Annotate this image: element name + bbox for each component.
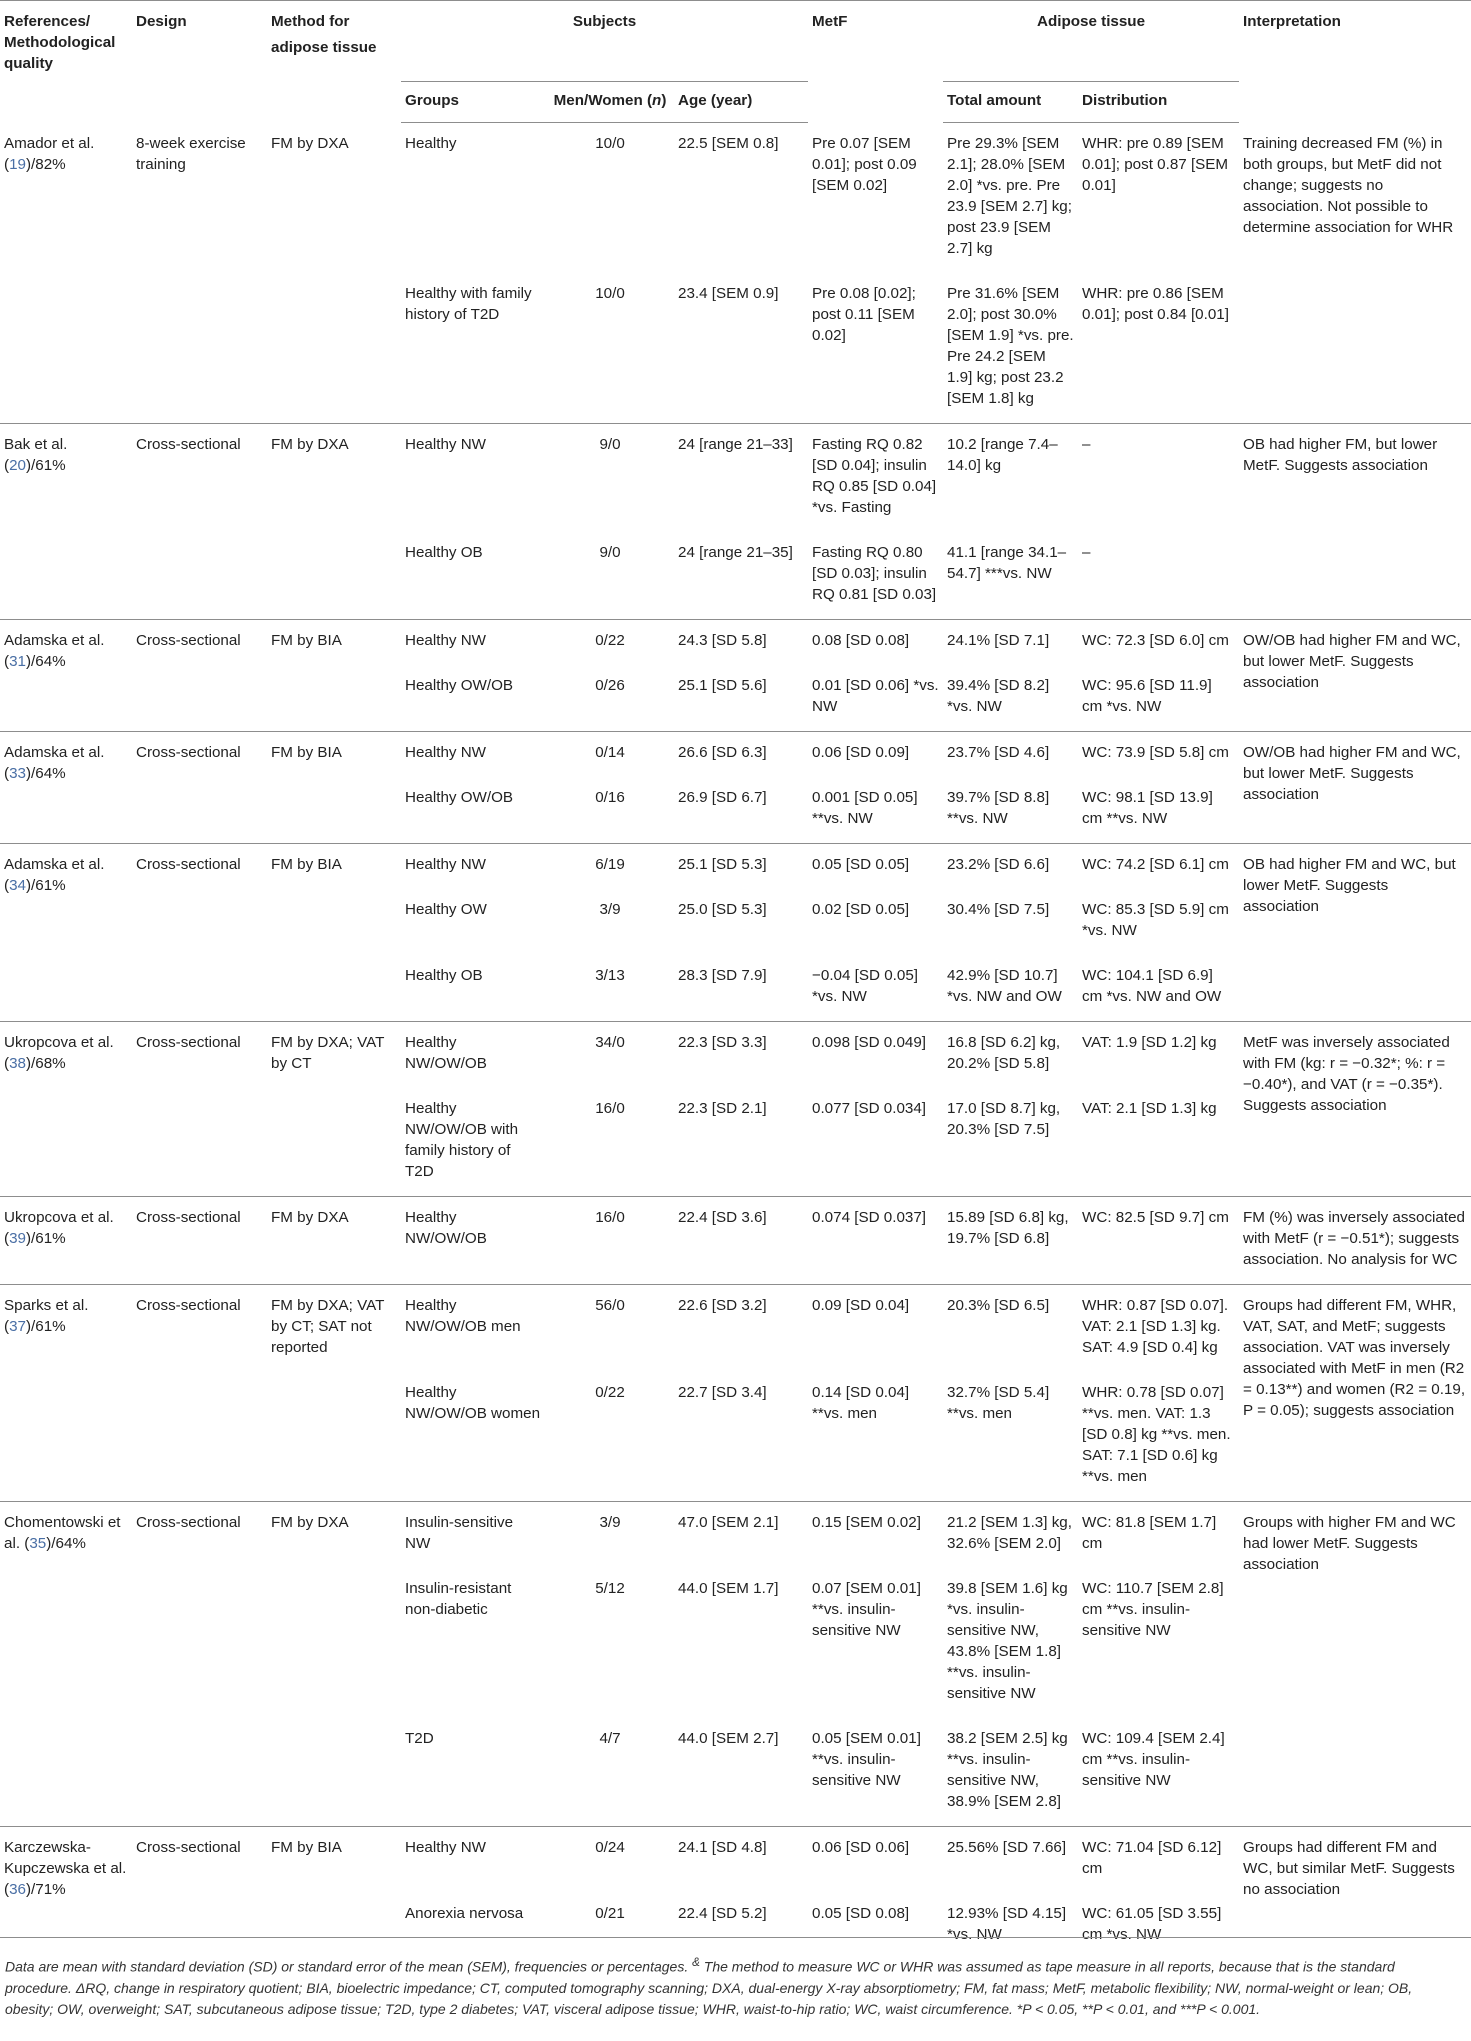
age-cell: 25.0 [SD 5.3]: [678, 901, 767, 918]
distribution-cell: WHR: 0.87 [SD 0.07]. VAT: 2.1 [SD 1.3] kg. SAT: 4.9 [SD 0.4] kg: [1078, 1285, 1239, 1373]
metf-cell: 0.074 [SD 0.037]: [808, 1197, 943, 1285]
distribution-cell: WC: 110.7 [SEM 2.8] cm **vs. insulin-sensitive NW: [1082, 1580, 1224, 1639]
total-amount-cell: Pre 29.3% [SEM 2.1]; 28.0% [SEM 2.0] *vs. pre. Pre 23.9 [SEM 2.7] kg; post 23.9 [SEM 2.7] kg: [947, 135, 1072, 257]
age-cell: 23.4 [SEM 0.9]: [678, 285, 779, 302]
men-women-cell: 9/0: [546, 424, 674, 533]
reference-quality: /71%: [31, 1881, 66, 1898]
group-cell: Healthy NW: [401, 1827, 546, 1894]
distribution-cell: –: [1078, 424, 1239, 533]
total-amount-cell: 16.8 [SD 6.2] kg, 20.2% [SD 5.8]: [943, 1022, 1078, 1089]
header-distribution: Distribution: [1078, 82, 1239, 123]
study-reference: Amador et al. (19)/82%: [4, 134, 95, 173]
reference-quality: /64%: [31, 653, 66, 670]
study-reference: Sparks et al. (37)/61%: [0, 1285, 132, 1502]
total-amount-cell: 24.1% [SD 7.1]: [943, 620, 1078, 666]
group-cell: T2D: [405, 1730, 434, 1747]
total-amount-cell: 39.7% [SD 8.8] **vs. NW: [947, 789, 1050, 827]
age-cell: 22.4 [SD 3.6]: [674, 1197, 808, 1285]
group-cell: Healthy NW/OW/OB men: [401, 1285, 546, 1373]
study-design: Cross-sectional: [132, 1285, 267, 1502]
men-women-cell: 0/22: [546, 620, 674, 666]
table-row: [0, 1502, 1471, 1569]
study-reference: Adamska et al. (34)/61%: [0, 844, 132, 1022]
group-cell: Healthy NW: [401, 732, 546, 778]
reference-link[interactable]: 35: [29, 1535, 47, 1552]
study-method: FM by DXA: [271, 134, 349, 152]
total-amount-cell: 42.9% [SD 10.7] *vs. NW and OW: [947, 967, 1062, 1005]
total-amount-cell: 10.2 [range 7.4–14.0] kg: [943, 424, 1078, 533]
table-footnote: [5, 1952, 1455, 2020]
distribution-cell: WC: 109.4 [SEM 2.4] cm **vs. insulin-sensitive NW: [1082, 1730, 1225, 1789]
men-women-cell: 0/24: [546, 1827, 674, 1894]
total-amount-cell: 20.3% [SD 6.5]: [943, 1285, 1078, 1373]
age-cell: 24 [range 21–35]: [678, 544, 793, 561]
men-women-cell: 34/0: [546, 1022, 674, 1089]
header-adipose: Adipose tissue: [943, 1, 1239, 82]
age-cell: 22.7 [SD 3.4]: [678, 1384, 767, 1401]
men-women-cell: 6/19: [546, 844, 674, 890]
metf-cell: 0.077 [SD 0.034]: [812, 1100, 927, 1117]
distribution-cell: WC: 74.2 [SD 6.1] cm: [1078, 844, 1239, 890]
header-total-amount: Total amount: [943, 82, 1078, 123]
metf-cell: 0.09 [SD 0.04]: [808, 1285, 943, 1373]
table-row: [0, 620, 1471, 666]
men-women-cell: 16/0: [595, 1100, 625, 1117]
metf-cell: 0.15 [SEM 0.02]: [808, 1502, 943, 1569]
metf-cell: Fasting RQ 0.80 [SD 0.03]; insulin RQ 0.81 [SD 0.03]: [812, 544, 937, 603]
metf-cell: 0.07 [SEM 0.01] **vs. insulin-sensitive NW: [812, 1580, 921, 1639]
metf-cell: 0.14 [SD 0.04] **vs. men: [812, 1384, 910, 1422]
study-method: FM by DXA; VAT by CT; SAT not reported: [267, 1285, 401, 1502]
metf-cell: Fasting RQ 0.82 [SD 0.04]; insulin RQ 0.85 [SD 0.04] *vs. Fasting: [808, 424, 943, 533]
total-amount-cell: Pre 31.6% [SEM 2.0]; post 30.0% [SEM 1.9] *vs. pre. Pre 24.2 [SEM 1.9] kg; post 23.2 [SEM 1.8] kg: [947, 285, 1074, 407]
distribution-cell: WHR: pre 0.86 [SEM 0.01]; post 0.84 [0.01]: [1082, 285, 1229, 323]
table-row: [0, 844, 1471, 890]
men-women-cell: 9/0: [599, 544, 621, 561]
total-amount-cell: 21.2 [SEM 1.3] kg, 32.6% [SEM 2.0]: [943, 1502, 1078, 1569]
group-cell: Insulin-resistant non-diabetic: [405, 1580, 512, 1618]
interpretation-cell: OB had higher FM, but lower MetF. Suggests association: [1239, 424, 1471, 620]
study-method: FM by DXA; VAT by CT: [267, 1022, 401, 1197]
distribution-cell: WHR: 0.78 [SD 0.07] **vs. men. VAT: 1.3 [SD 0.8] kg **vs. men. SAT: 7.1 [SD 0.6] kg **vs. men: [1082, 1384, 1231, 1485]
reference-author: Chomentowski et al.: [4, 1514, 121, 1552]
men-women-cell: 16/0: [546, 1197, 674, 1285]
study-design: Cross-sectional: [132, 1022, 267, 1197]
study-method: FM by DXA: [267, 1197, 401, 1285]
reference-link[interactable]: 38: [9, 1055, 26, 1072]
table-row: [0, 1022, 1471, 1089]
footnote-line-2: The method to measure WC or WHR was assumed as tape measure in all reports, because that is the standard procedure.: [5, 1958, 1395, 1996]
reference-link[interactable]: 33: [9, 765, 26, 782]
header-row-1: [0, 1, 1471, 82]
total-amount-cell: 38.2 [SEM 2.5] kg **vs. insulin-sensitive NW, 38.9% [SEM 2.8]: [947, 1730, 1068, 1810]
reference-author: Adamska et al.: [4, 744, 105, 761]
reference-quality: /64%: [31, 765, 66, 782]
header-method: Method for adipose tissue: [267, 1, 401, 123]
reference-quality: /64%: [51, 1535, 86, 1552]
footnote-divider: [0, 1937, 1471, 1938]
men-women-cell: 10/0: [595, 285, 625, 302]
table-row: [0, 123, 1471, 274]
age-cell: 24.1 [SD 4.8]: [674, 1827, 808, 1894]
footnote-sup: &: [692, 1956, 700, 1969]
group-cell: Healthy NW: [401, 424, 546, 533]
age-cell: 24 [range 21–33]: [674, 424, 808, 533]
header-subjects: Subjects: [401, 1, 808, 82]
study-design: Cross-sectional: [132, 424, 267, 620]
men-women-cell: 56/0: [546, 1285, 674, 1373]
interpretation-cell: OW/OB had higher FM and WC, but lower MetF. Suggests association: [1239, 732, 1471, 844]
study-method: FM by DXA: [267, 1502, 401, 1827]
men-women-cell: 0/14: [546, 732, 674, 778]
group-cell: Healthy OW/OB: [405, 789, 514, 806]
study-design: 8-week exercise training: [136, 134, 246, 173]
header-references: References/ Methodological quality: [0, 1, 132, 123]
study-design: Cross-sectional: [132, 1502, 267, 1827]
total-amount-cell: 39.4% [SD 8.2] *vs. NW: [947, 677, 1050, 715]
reference-link[interactable]: 31: [9, 653, 26, 670]
study-method: FM by BIA: [267, 1827, 401, 1960]
distribution-cell: WC: 73.9 [SD 5.8] cm: [1078, 732, 1239, 778]
interpretation-cell: MetF was inversely associated with FM (kg: r = −0.32*; %: r = −0.40*), and VAT (r = −0.35*). Suggests association: [1239, 1022, 1471, 1197]
group-cell: Insulin-sensitive NW: [401, 1502, 546, 1569]
total-amount-cell: 23.2% [SD 6.6]: [943, 844, 1078, 890]
age-cell: 44.0 [SEM 2.7]: [678, 1730, 779, 1747]
distribution-cell: WC: 95.6 [SD 11.9] cm *vs. NW: [1082, 677, 1212, 715]
group-cell: Healthy NW: [401, 620, 546, 666]
reference-author: Amador et al.: [4, 134, 95, 152]
study-design: Cross-sectional: [132, 1197, 267, 1285]
men-women-cell: 0/26: [595, 677, 625, 694]
total-amount-cell: 30.4% [SD 7.5]: [947, 901, 1050, 918]
total-amount-cell: 12.93% [SD 4.15] *vs. NW: [947, 1905, 1067, 1943]
age-cell: 44.0 [SEM 1.7]: [678, 1580, 779, 1597]
distribution-cell: WC: 61.05 [SD 3.55] cm *vs. NW: [1082, 1905, 1222, 1943]
group-cell: Healthy OW: [405, 901, 487, 918]
reference-link[interactable]: 20: [9, 457, 26, 474]
age-cell: 28.3 [SD 7.9]: [678, 967, 767, 984]
table-row: [0, 1197, 1471, 1285]
reference-author: Ukropcova et al.: [4, 1209, 114, 1226]
interpretation-cell: OB had higher FM and WC, but lower MetF. Suggests association: [1239, 844, 1471, 1022]
group-cell: Healthy OB: [405, 967, 483, 984]
group-cell: Healthy OB: [405, 544, 483, 561]
interpretation-cell: Groups had different FM and WC, but similar MetF. Suggests no association: [1239, 1827, 1471, 1960]
age-cell: 26.9 [SD 6.7]: [678, 789, 767, 806]
reference-quality: /61%: [31, 877, 66, 894]
men-women-cell: 0/21: [595, 1905, 625, 1922]
study-reference: Ukropcova et al. (39)/61%: [0, 1197, 132, 1285]
metf-cell: 0.01 [SD 0.06] *vs. NW: [812, 677, 939, 715]
group-cell: Healthy NW: [401, 844, 546, 890]
header-metf: MetF: [808, 1, 943, 123]
reference-author: Adamska et al.: [4, 856, 105, 873]
metf-cell: 0.08 [SD 0.08]: [808, 620, 943, 666]
metf-cell: 0.001 [SD 0.05] **vs. NW: [812, 789, 918, 827]
distribution-cell: WC: 72.3 [SD 6.0] cm: [1078, 620, 1239, 666]
distribution-cell: WC: 71.04 [SD 6.12] cm: [1078, 1827, 1239, 1894]
reference-author: Ukropcova et al.: [4, 1034, 114, 1051]
men-women-cell: 10/0: [595, 135, 625, 152]
interpretation-cell: Groups had different FM, WHR, VAT, SAT, and MetF; suggests association. VAT was inversely associated with MetF in men (R2 = 0.13**) and women (R2 = 0.19, P = 0.05); suggests association: [1239, 1285, 1471, 1502]
interpretation-cell: FM (%) was inversely associated with MetF (r = −0.51*); suggests association. No analysis for WC: [1239, 1197, 1471, 1285]
total-amount-cell: 15.89 [SD 6.8] kg, 19.7% [SD 6.8]: [943, 1197, 1078, 1285]
study-reference: Ukropcova et al. (38)/68%: [0, 1022, 132, 1197]
reference-author: Sparks et al.: [4, 1297, 89, 1314]
study-design: Cross-sectional: [132, 732, 267, 844]
age-cell: 25.1 [SD 5.6]: [678, 677, 767, 694]
table-body: [0, 123, 1471, 1960]
reference-author: Karczewska-Kupczewska et al.: [4, 1839, 127, 1877]
study-reference: Bak et al. (20)/61%: [0, 424, 132, 620]
interpretation-cell: Training decreased FM (%) in both groups, but MetF did not change; suggests no association. Not possible to determine association for WHR: [1243, 134, 1454, 236]
age-cell: 22.4 [SD 5.2]: [678, 1905, 767, 1922]
study-method: FM by BIA: [267, 732, 401, 844]
total-amount-cell: 41.1 [range 34.1–54.7] ***vs. NW: [947, 544, 1067, 582]
interpretation-cell: Groups with higher FM and WC had lower MetF. Suggests association: [1239, 1502, 1471, 1827]
metf-cell: 0.05 [SD 0.05]: [808, 844, 943, 890]
reference-link[interactable]: 39: [9, 1230, 26, 1247]
distribution-cell: WC: 82.5 [SD 9.7] cm: [1078, 1197, 1239, 1285]
reference-quality: /61%: [31, 457, 66, 474]
reference-author: Adamska et al.: [4, 632, 105, 649]
men-women-cell: 3/9: [546, 1502, 674, 1569]
study-design: Cross-sectional: [132, 1827, 267, 1960]
men-women-cell: 4/7: [599, 1730, 621, 1747]
group-cell: Healthy with family history of T2D: [405, 285, 532, 323]
distribution-cell: WC: 104.1 [SD 6.9] cm *vs. NW and OW: [1082, 967, 1222, 1005]
header-design: Design: [132, 1, 267, 123]
header-age: Age (year): [674, 82, 808, 123]
distribution-cell: WC: 81.8 [SEM 1.7] cm: [1078, 1502, 1239, 1569]
reference-link[interactable]: 34: [9, 877, 26, 894]
age-cell: 26.6 [SD 6.3]: [674, 732, 808, 778]
group-cell: Anorexia nervosa: [405, 1905, 524, 1922]
metf-cell: 0.06 [SD 0.06]: [808, 1827, 943, 1894]
men-women-cell: 3/13: [595, 967, 625, 984]
footnote-line-1: Data are mean with standard deviation (SD) or standard error of the mean (SEM), frequencies or percentages.: [5, 1958, 689, 1975]
total-amount-cell: 23.7% [SD 4.6]: [943, 732, 1078, 778]
men-women-cell: 5/12: [595, 1580, 625, 1597]
group-cell: Healthy NW/OW/OB women: [405, 1384, 541, 1422]
reference-quality: /61%: [31, 1230, 66, 1247]
age-cell: 47.0 [SEM 2.1]: [674, 1502, 808, 1569]
group-cell: Healthy: [405, 135, 457, 152]
table-row: [0, 732, 1471, 778]
age-cell: 22.3 [SD 3.3]: [674, 1022, 808, 1089]
study-reference: Chomentowski et al. (35)/64%: [0, 1502, 132, 1827]
metf-cell: Pre 0.08 [0.02]; post 0.11 [SEM 0.02]: [812, 285, 916, 344]
reference-quality: /82%: [31, 155, 66, 173]
table-row: [0, 424, 1471, 533]
study-reference: Adamska et al. (31)/64%: [0, 620, 132, 732]
age-cell: 25.1 [SD 5.3]: [674, 844, 808, 890]
reference-quality: /68%: [31, 1055, 66, 1072]
reference-link[interactable]: 37: [9, 1318, 26, 1335]
study-design: Cross-sectional: [132, 844, 267, 1022]
distribution-cell: WHR: pre 0.89 [SEM 0.01]; post 0.87 [SEM 0.01]: [1082, 135, 1229, 194]
reference-author: Bak et al.: [4, 436, 68, 453]
metf-cell: 0.06 [SD 0.09]: [808, 732, 943, 778]
metf-cell: 0.05 [SEM 0.01] **vs. insulin-sensitive NW: [812, 1730, 921, 1789]
distribution-cell: –: [1082, 544, 1091, 561]
group-cell: Healthy NW/OW/OB: [401, 1197, 546, 1285]
study-reference: Karczewska-Kupczewska et al. (36)/71%: [0, 1827, 132, 1960]
reference-link[interactable]: 19: [9, 155, 26, 173]
metf-cell: 0.098 [SD 0.049]: [808, 1022, 943, 1089]
men-women-cell: 0/16: [595, 789, 625, 806]
study-method: FM by BIA: [267, 620, 401, 732]
group-cell: Healthy NW/OW/OB with family history of T2D: [405, 1100, 519, 1180]
reference-link[interactable]: 36: [9, 1881, 26, 1898]
men-women-cell: 3/9: [599, 901, 621, 918]
distribution-cell: WC: 85.3 [SD 5.9] cm *vs. NW: [1082, 901, 1229, 939]
distribution-cell: WC: 98.1 [SD 13.9] cm **vs. NW: [1082, 789, 1213, 827]
distribution-cell: VAT: 1.9 [SD 1.2] kg: [1078, 1022, 1239, 1089]
distribution-cell: VAT: 2.1 [SD 1.3] kg: [1082, 1100, 1217, 1117]
header-men-women: Men/Women (n): [546, 82, 674, 123]
header-groups: Groups: [401, 82, 546, 123]
group-cell: Healthy OW/OB: [405, 677, 514, 694]
metf-cell: Pre 0.07 [SEM 0.01]; post 0.09 [SEM 0.02]: [812, 134, 917, 194]
metf-cell: 0.05 [SD 0.08]: [812, 1905, 910, 1922]
interpretation-cell: OW/OB had higher FM and WC, but lower MetF. Suggests association: [1239, 620, 1471, 732]
total-amount-cell: 17.0 [SD 8.7] kg, 20.3% [SD 7.5]: [947, 1100, 1061, 1138]
study-reference: Adamska et al. (33)/64%: [0, 732, 132, 844]
age-cell: 22.6 [SD 3.2]: [674, 1285, 808, 1373]
study-method: FM by BIA: [267, 844, 401, 1022]
group-cell: Healthy NW/OW/OB: [401, 1022, 546, 1089]
men-women-cell: 0/22: [595, 1384, 625, 1401]
total-amount-cell: 32.7% [SD 5.4] **vs. men: [947, 1384, 1050, 1422]
age-cell: 22.5 [SEM 0.8]: [678, 135, 779, 152]
footnote-abbreviations: ΔRQ, change in respiratory quotient; BIA, bioelectric impedance; CT, computed tomography scanning; DXA, dual-energy X-ray absorptiometry; FM, fat mass; MetF, metabolic flexibility; NW, normal-weight or lean; OB, obesity; OW, overweight; SAT, subcutaneous adipose tissue; T2D, type 2 diabetes; VAT, visceral adipose tissue; WHR, waist-to-hip ratio; WC, waist circumference. *P < 0.05, **P < 0.01, and ***P < 0.001.: [5, 1979, 1413, 2017]
metf-cell: 0.02 [SD 0.05]: [812, 901, 910, 918]
study-design: Cross-sectional: [132, 620, 267, 732]
reference-quality: /61%: [31, 1318, 66, 1335]
age-cell: 22.3 [SD 2.1]: [678, 1100, 767, 1117]
total-amount-cell: 39.8 [SEM 1.6] kg *vs. insulin-sensitive NW, 43.8% [SEM 1.8] **vs. insulin-sensitive NW: [947, 1580, 1068, 1702]
table-row: [0, 1827, 1471, 1894]
header-interpretation: Interpretation: [1239, 1, 1471, 123]
metf-cell: −0.04 [SD 0.05] *vs. NW: [812, 967, 918, 1005]
table-row: [0, 1285, 1471, 1373]
study-method: FM by DXA: [267, 424, 401, 620]
total-amount-cell: 25.56% [SD 7.66]: [943, 1827, 1078, 1894]
age-cell: 24.3 [SD 5.8]: [674, 620, 808, 666]
